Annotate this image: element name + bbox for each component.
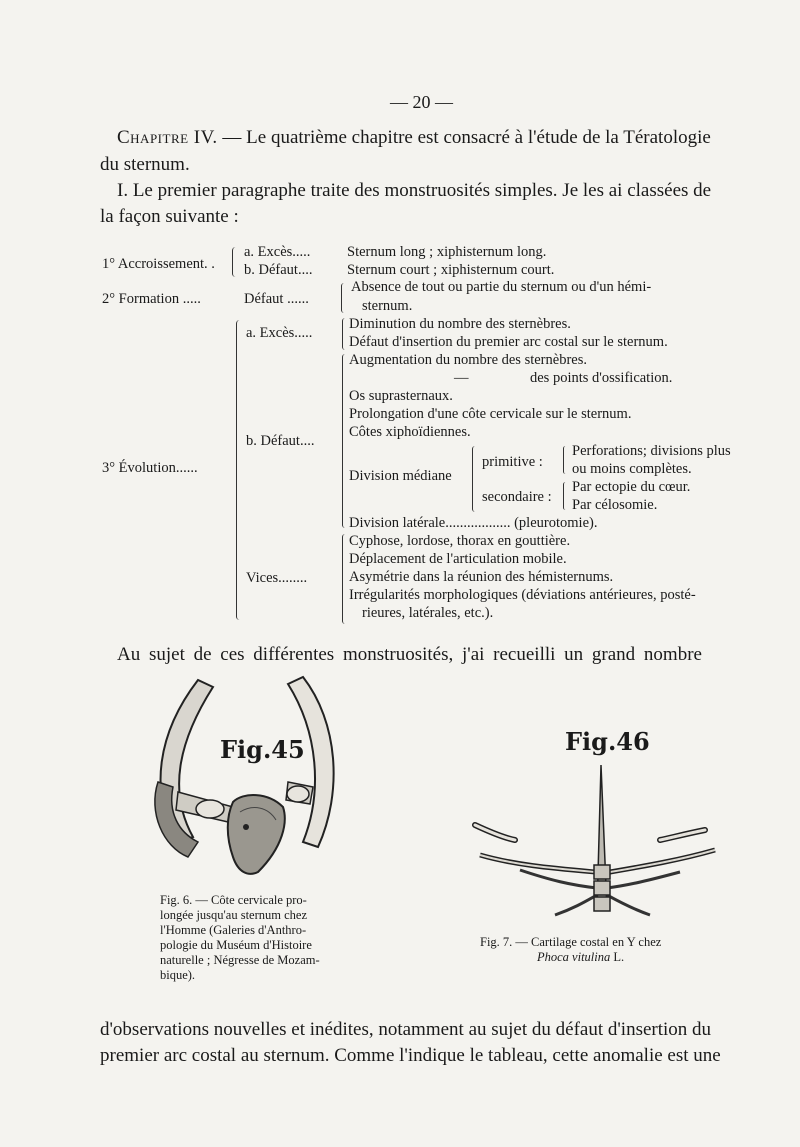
evolution-defaut-label: b. Défaut.... — [246, 433, 315, 449]
fig46-caption-1: Fig. 7. — Cartilage costal en Y chez — [480, 935, 662, 949]
page-number: — 20 — — [390, 92, 453, 112]
chapter-label: Chapitre IV. — [117, 127, 218, 148]
formation-label: 2° Formation ..... — [102, 291, 201, 307]
fig45-caption-5: naturelle ; Négresse de Mozam- — [160, 953, 320, 967]
accroissement-b-label: b. Défaut.... — [244, 262, 313, 278]
para-2-line-1: Au sujet de ces différentes monstruosités, j'ai recueilli un grand nombre — [117, 644, 702, 665]
secondaire-line-2: Par célosomie. — [572, 497, 658, 513]
fig45-title: Fig.45 — [220, 735, 305, 764]
vices-line-4: Irrégularités morphologiques (déviations antérieures, posté- — [349, 587, 696, 603]
brace-vices — [342, 534, 348, 624]
defaut-line-3: Os suprasternaux. — [349, 388, 453, 404]
defaut-line-2-rest: des points d'ossification. — [530, 370, 673, 386]
intro-line-1-rest: — Le quatrième chapitre est consacré à l'étude de la Tératologie — [222, 127, 711, 148]
formation-line-2: sternum. — [362, 298, 413, 314]
accroissement-label: 1° Accroissement. . — [102, 256, 215, 272]
fig46-species: Phoca vitulina — [537, 950, 611, 964]
intro-line-4: la façon suivante : — [100, 206, 239, 227]
vices-line-3: Asymétrie dans la réunion des hémisternums. — [349, 569, 614, 585]
fig46-author: L. — [613, 950, 625, 964]
fig45-caption-3: l'Homme (Galeries d'Anthro- — [160, 923, 307, 937]
exces-line-2: Défaut d'insertion du premier arc costal sur le sternum. — [349, 334, 668, 350]
evolution-label: 3° Évolution...... — [102, 460, 198, 476]
brace-exces — [342, 318, 348, 350]
para-3-line-1: d'observations nouvelles et inédites, notamment au sujet du défaut d'insertion du — [100, 1019, 712, 1040]
defaut-line-5: Côtes xiphoïdiennes. — [349, 424, 471, 440]
primitive-line-1: Perforations; divisions plus — [572, 443, 731, 459]
intro-line-1 — [117, 124, 711, 151]
vices-line-2: Déplacement de l'articulation mobile. — [349, 551, 567, 567]
fig46-caption-2 — [537, 950, 624, 965]
fig46-illustration — [470, 760, 740, 930]
fig45-caption-1: Fig. 6. — Côte cervicale pro- — [160, 893, 307, 907]
division-mediane-label: Division médiane — [349, 468, 452, 484]
formation-line-1: Absence de tout ou partie du sternum ou d'un hémi- — [351, 279, 652, 295]
formation-defaut-label: Défaut ...... — [244, 291, 309, 307]
brace-evolution — [236, 320, 243, 620]
brace-accroissement — [232, 247, 239, 277]
secondaire-label: secondaire : — [482, 489, 552, 505]
fig45-caption-6: bique). — [160, 968, 196, 982]
fig45-illustration — [138, 672, 348, 887]
fig45-caption-4: pologie du Muséum d'Histoire — [160, 938, 312, 952]
fig46-title: Fig.46 — [565, 727, 650, 756]
brace-formation — [341, 283, 347, 313]
division-laterale: Division latérale.................. (pleurotomie). — [349, 515, 598, 531]
evolution-exces-label: a. Excès..... — [246, 325, 313, 341]
accroissement-b-text: Sternum court ; xiphisternum court. — [347, 262, 555, 278]
vices-line-5: rieures, latérales, etc.). — [362, 605, 494, 621]
brace-mediane — [472, 446, 478, 512]
intro-line-2: du sternum. — [100, 154, 190, 175]
brace-defaut — [342, 354, 348, 528]
defaut-line-1: Augmentation du nombre des sternèbres. — [349, 352, 587, 368]
primitive-line-2: ou moins complètes. — [572, 461, 692, 477]
vices-line-1: Cyphose, lordose, thorax en gouttière. — [349, 533, 571, 549]
intro-line-3: I. Le premier paragraphe traite des monstruosités simples. Je les ai classées de — [117, 180, 712, 201]
accroissement-a-label: a. Excès..... — [244, 244, 311, 260]
para-3-line-2: premier arc costal au sternum. Comme l'indique le tableau, cette anomalie est une — [100, 1045, 721, 1066]
secondaire-line-1: Par ectopie du cœur. — [572, 479, 691, 495]
exces-line-1: Diminution du nombre des sternèbres. — [349, 316, 571, 332]
defaut-line-2-dash: — — [454, 370, 469, 386]
accroissement-a-text: Sternum long ; xiphisternum long. — [347, 244, 547, 260]
fig45-caption-2: longée jusqu'au sternum chez — [160, 908, 307, 922]
vices-label: Vices........ — [246, 570, 308, 586]
primitive-label: primitive : — [482, 454, 543, 470]
brace-primitive — [563, 446, 568, 474]
brace-secondaire — [563, 482, 568, 510]
defaut-line-4: Prolongation d'une côte cervicale sur le sternum. — [349, 406, 632, 422]
